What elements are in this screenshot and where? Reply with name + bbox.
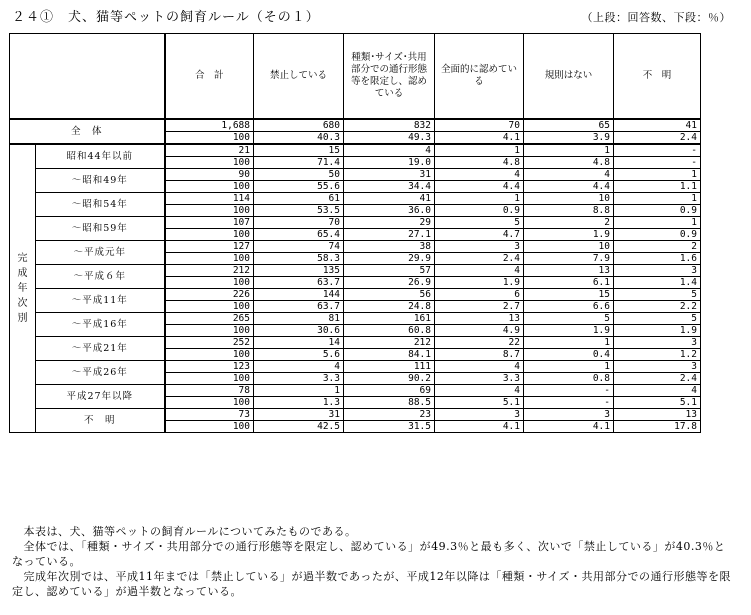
pct-cell: 1.9 xyxy=(524,229,614,241)
pct-cell: 17.8 xyxy=(614,421,701,433)
count-cell: 4 xyxy=(435,385,524,397)
pct-cell: 40.3 xyxy=(254,132,344,145)
count-cell: - xyxy=(524,385,614,397)
count-cell: 90 xyxy=(165,169,254,181)
pct-cell: 4.8 xyxy=(524,157,614,169)
pct-cell: 1.1 xyxy=(614,181,701,193)
pct-cell: 88.5 xyxy=(344,397,435,409)
pct-cell: 53.5 xyxy=(254,205,344,217)
year-count-row xyxy=(10,265,701,277)
count-cell: 1 xyxy=(524,144,614,157)
count-cell: 135 xyxy=(254,265,344,277)
pct-cell: 90.2 xyxy=(344,373,435,385)
total-count-row xyxy=(10,119,701,132)
pct-cell: 30.6 xyxy=(254,325,344,337)
header-fully-allowed: 全面的に認めている xyxy=(435,34,524,120)
count-cell: 3 xyxy=(614,361,701,373)
pct-cell: 2.4 xyxy=(614,132,701,145)
count-cell: 5 xyxy=(524,313,614,325)
count-cell: 10 xyxy=(524,241,614,253)
year-count-row xyxy=(10,144,701,157)
count-cell: 123 xyxy=(165,361,254,373)
pct-cell: 100 xyxy=(165,397,254,409)
pct-cell: 6.1 xyxy=(524,277,614,289)
pct-cell: 3.9 xyxy=(524,132,614,145)
pct-cell: 49.3 xyxy=(344,132,435,145)
pct-cell: 100 xyxy=(165,253,254,265)
count-cell: 6 xyxy=(435,289,524,301)
header-total: 合 計 xyxy=(165,34,254,120)
count-cell: 3 xyxy=(614,337,701,349)
count-cell: 38 xyxy=(344,241,435,253)
header-limited-allowed: 種類･サイズ･共用部分での通行形態等を限定し、認めている xyxy=(344,34,435,120)
count-cell: 31 xyxy=(344,169,435,181)
count-cell: 3 xyxy=(614,265,701,277)
pct-cell: - xyxy=(614,157,701,169)
count-cell: 3 xyxy=(524,409,614,421)
pct-cell: 3.3 xyxy=(254,373,344,385)
year-count-row xyxy=(10,337,701,349)
pct-cell: 100 xyxy=(165,325,254,337)
count-cell: 65 xyxy=(524,119,614,132)
count-cell: 2 xyxy=(614,241,701,253)
table-title: ２４① 犬、猫等ペットの飼育ルール（その１） xyxy=(12,10,320,25)
count-cell: 212 xyxy=(165,265,254,277)
year-label: ～平成11年 xyxy=(36,289,165,313)
pct-cell: 8.8 xyxy=(524,205,614,217)
pct-cell: 100 xyxy=(165,181,254,193)
count-cell: 1 xyxy=(254,385,344,397)
note-line: 全体では、「種類・サイズ・共用部分での通行形態等を限定し、認めている」が49.3％と最も多く、次いで「禁止している」が40.3％となっている。 xyxy=(12,540,726,568)
count-cell: 61 xyxy=(254,193,344,205)
count-cell: 1 xyxy=(524,361,614,373)
group-label-char: 成 xyxy=(17,268,28,279)
pct-cell: 8.7 xyxy=(435,349,524,361)
pct-cell: 31.5 xyxy=(344,421,435,433)
pct-cell: 29.9 xyxy=(344,253,435,265)
pct-cell: 2.4 xyxy=(435,253,524,265)
count-cell: 13 xyxy=(524,265,614,277)
count-cell: 13 xyxy=(614,409,701,421)
count-cell: 70 xyxy=(254,217,344,229)
pct-cell: 100 xyxy=(165,157,254,169)
count-cell: 4 xyxy=(344,144,435,157)
pct-cell: 63.7 xyxy=(254,301,344,313)
count-cell: 5 xyxy=(614,289,701,301)
note-line: 完成年次別では、平成11年までは「禁止している」が過半数であったが、平成12年以降は「種類・サイズ・共用部分での通行形態等を限定し、認めている」が過半数となっている。 xyxy=(12,570,731,598)
year-label: ～昭和54年 xyxy=(36,193,165,217)
header-no-rules: 規則はない xyxy=(524,34,614,120)
pct-cell: 5.1 xyxy=(614,397,701,409)
group-label-char: 次 xyxy=(17,298,28,309)
count-cell: 15 xyxy=(254,144,344,157)
count-cell: 114 xyxy=(165,193,254,205)
count-cell: 107 xyxy=(165,217,254,229)
count-cell: 4 xyxy=(435,265,524,277)
count-cell: 265 xyxy=(165,313,254,325)
pct-cell: 7.9 xyxy=(524,253,614,265)
year-count-row xyxy=(10,289,701,301)
pct-cell: 1.9 xyxy=(435,277,524,289)
group-label-char: 完 xyxy=(17,253,28,264)
pct-cell: 6.6 xyxy=(524,301,614,313)
pct-cell: 100 xyxy=(165,205,254,217)
pct-cell: 4.1 xyxy=(435,132,524,145)
pct-cell: 2.7 xyxy=(435,301,524,313)
count-cell: 3 xyxy=(435,241,524,253)
count-cell: 226 xyxy=(165,289,254,301)
pct-cell: 27.1 xyxy=(344,229,435,241)
total-label: 全 体 xyxy=(10,119,165,144)
count-cell: 1,688 xyxy=(165,119,254,132)
count-cell: 41 xyxy=(344,193,435,205)
count-cell: - xyxy=(614,144,701,157)
pct-cell: 0.9 xyxy=(435,205,524,217)
pct-cell: 100 xyxy=(165,349,254,361)
note-line: 本表は、犬、猫等ペットの飼育ルールについてみたものである。 xyxy=(12,525,357,538)
year-label: ～平成16年 xyxy=(36,313,165,337)
header-row xyxy=(10,34,701,120)
count-cell: 81 xyxy=(254,313,344,325)
count-cell: 4 xyxy=(435,361,524,373)
pct-cell: 100 xyxy=(165,421,254,433)
pct-cell: 19.0 xyxy=(344,157,435,169)
pct-cell: 4.8 xyxy=(435,157,524,169)
count-cell: 4 xyxy=(524,169,614,181)
pct-cell: 100 xyxy=(165,373,254,385)
pct-cell: 100 xyxy=(165,301,254,313)
pct-cell: 84.1 xyxy=(344,349,435,361)
count-cell: 1 xyxy=(435,193,524,205)
pct-cell: 100 xyxy=(165,132,254,145)
count-cell: 29 xyxy=(344,217,435,229)
pct-cell: 63.7 xyxy=(254,277,344,289)
pct-cell: 4.4 xyxy=(435,181,524,193)
pct-cell: 100 xyxy=(165,229,254,241)
count-cell: 21 xyxy=(165,144,254,157)
count-cell: 4 xyxy=(614,385,701,397)
pct-cell: 71.4 xyxy=(254,157,344,169)
count-cell: 680 xyxy=(254,119,344,132)
year-count-row xyxy=(10,385,701,397)
count-cell: 22 xyxy=(435,337,524,349)
year-label: ～平成６年 xyxy=(36,265,165,289)
year-label: ～平成元年 xyxy=(36,241,165,265)
count-cell: 41 xyxy=(614,119,701,132)
count-cell: 73 xyxy=(165,409,254,421)
count-cell: 1 xyxy=(614,193,701,205)
year-count-row xyxy=(10,169,701,181)
count-cell: 10 xyxy=(524,193,614,205)
count-cell: 50 xyxy=(254,169,344,181)
count-cell: 69 xyxy=(344,385,435,397)
year-label: ～昭和49年 xyxy=(36,169,165,193)
pct-cell: 34.4 xyxy=(344,181,435,193)
count-cell: 31 xyxy=(254,409,344,421)
pct-cell: 26.9 xyxy=(344,277,435,289)
group-label-char: 年 xyxy=(17,283,28,294)
pct-cell: 1.9 xyxy=(614,325,701,337)
count-cell: 13 xyxy=(435,313,524,325)
count-cell: 127 xyxy=(165,241,254,253)
pct-cell: 58.3 xyxy=(254,253,344,265)
year-count-row xyxy=(10,313,701,325)
pct-cell: 4.1 xyxy=(435,421,524,433)
pct-cell: 0.9 xyxy=(614,205,701,217)
pct-cell: 2.2 xyxy=(614,301,701,313)
pct-cell: 1.9 xyxy=(524,325,614,337)
year-label: ～昭和59年 xyxy=(36,217,165,241)
year-label: ～平成21年 xyxy=(36,337,165,361)
header-prohibited: 禁止している xyxy=(254,34,344,120)
data-table xyxy=(9,33,701,433)
year-count-row xyxy=(10,241,701,253)
count-cell: 1 xyxy=(435,144,524,157)
count-cell: 74 xyxy=(254,241,344,253)
pct-cell: 100 xyxy=(165,277,254,289)
year-label: 平成27年以降 xyxy=(36,385,165,409)
count-cell: 4 xyxy=(435,169,524,181)
year-label: ～平成26年 xyxy=(36,361,165,385)
count-cell: 23 xyxy=(344,409,435,421)
count-cell: 2 xyxy=(524,217,614,229)
header-unknown: 不 明 xyxy=(614,34,701,120)
pct-cell: 4.1 xyxy=(524,421,614,433)
pct-cell: 36.0 xyxy=(344,205,435,217)
count-cell: 1 xyxy=(614,169,701,181)
year-count-row xyxy=(10,361,701,373)
count-cell: 212 xyxy=(344,337,435,349)
count-cell: 1 xyxy=(614,217,701,229)
count-cell: 832 xyxy=(344,119,435,132)
pct-cell: 4.7 xyxy=(435,229,524,241)
pct-cell: 4.9 xyxy=(435,325,524,337)
unit-note: （上段：回答数、下段：％） xyxy=(581,11,731,24)
commentary xyxy=(12,524,732,599)
pct-cell: 2.4 xyxy=(614,373,701,385)
pct-cell: 0.4 xyxy=(524,349,614,361)
pct-cell: 1.2 xyxy=(614,349,701,361)
year-count-row xyxy=(10,193,701,205)
count-cell: 144 xyxy=(254,289,344,301)
count-cell: 70 xyxy=(435,119,524,132)
pct-cell: 42.5 xyxy=(254,421,344,433)
pct-cell: 24.8 xyxy=(344,301,435,313)
pct-cell: 4.4 xyxy=(524,181,614,193)
pct-cell: 1.4 xyxy=(614,277,701,289)
count-cell: 14 xyxy=(254,337,344,349)
count-cell: 4 xyxy=(254,361,344,373)
pct-cell: 3.3 xyxy=(435,373,524,385)
count-cell: 56 xyxy=(344,289,435,301)
pct-cell: 5.1 xyxy=(435,397,524,409)
count-cell: 1 xyxy=(524,337,614,349)
count-cell: 111 xyxy=(344,361,435,373)
year-count-row xyxy=(10,409,701,421)
count-cell: 78 xyxy=(165,385,254,397)
count-cell: 252 xyxy=(165,337,254,349)
pct-cell: - xyxy=(524,397,614,409)
group-label xyxy=(10,144,36,433)
pct-cell: 0.8 xyxy=(524,373,614,385)
count-cell: 5 xyxy=(614,313,701,325)
year-label: 不 明 xyxy=(36,409,165,433)
year-label: 昭和44年以前 xyxy=(36,144,165,169)
count-cell: 3 xyxy=(435,409,524,421)
count-cell: 15 xyxy=(524,289,614,301)
count-cell: 161 xyxy=(344,313,435,325)
pct-cell: 65.4 xyxy=(254,229,344,241)
corner-cell xyxy=(10,34,165,120)
pct-cell: 60.8 xyxy=(344,325,435,337)
pct-cell: 0.9 xyxy=(614,229,701,241)
count-cell: 57 xyxy=(344,265,435,277)
year-count-row xyxy=(10,217,701,229)
group-label-char: 別 xyxy=(17,313,28,324)
pct-cell: 5.6 xyxy=(254,349,344,361)
pct-cell: 1.3 xyxy=(254,397,344,409)
pct-cell: 55.6 xyxy=(254,181,344,193)
pct-cell: 1.6 xyxy=(614,253,701,265)
count-cell: 5 xyxy=(435,217,524,229)
